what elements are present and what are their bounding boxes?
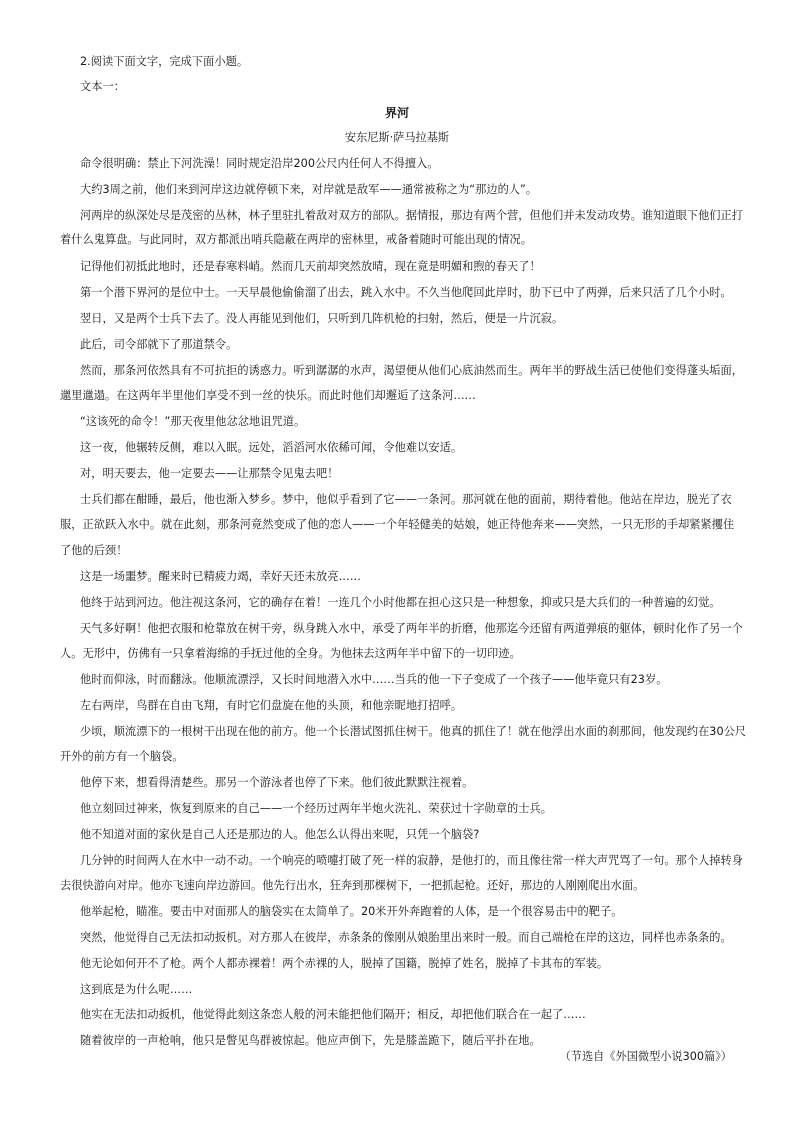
paragraph-line: “这该死的命令！”那天夜里他忿忿地诅咒道。 — [80, 415, 306, 428]
paragraph-line: 服，正欲跃入水中。就在此刻，那条河竟然变成了他的恋人——一个年轻健美的姑娘，她正待他奔来——突然，一只无形的手却紧紧攫住 — [60, 518, 735, 531]
paragraph-line: 这到底是为什么呢…… — [80, 983, 193, 996]
paragraph-line: 翌日，又是两个士兵下去了。没人再能见到他们，只听到几阵机枪的扫射，然后，便是一片沉寂。 — [80, 312, 564, 325]
paragraph-line: 河两岸的纵深处尽是茂密的丛林，林子里驻扎着敌对双方的部队。据情报，那边有两个营，但他们并未发动攻势。谁知道眼下他们正打 — [80, 209, 744, 222]
paragraph-line: 去很快游向对岸。他亦飞速向岸边游回。他先行出水，狂奔到那棵树下，一把抓起枪。还好，那边的人刚刚爬出水面。 — [60, 879, 645, 892]
paragraph-line: 这一夜，他辗转反侧，难以入眠。远处，滔滔河水依稀可闻，令他难以安适。 — [80, 441, 463, 454]
paragraph-line: 着什么鬼算盘。与此同时，双方都派出哨兵隐蔽在两岸的密林里，戒备着随时可能出现的情况。 — [60, 233, 532, 246]
paragraph-line: 天气多好啊！他把衣服和枪靠放在树干旁，纵身跳入水中，承受了两年半的折磨，他那迄今还留有两道弹痕的躯体，顿时化作了另一个 — [80, 622, 744, 635]
paragraph-line: 此后，司令部就下了那道禁令。 — [80, 338, 238, 351]
paragraph-line: 他无论如何开不了枪。两个人都赤裸着！两个赤裸的人，脱掉了国籍，脱掉了姓名，脱掉了卡其布的军装。 — [80, 957, 609, 970]
paragraph-line: 他不知道对面的家伙是自己人还是那边的人。他怎么认得出来呢，只凭一个脑袋? — [80, 828, 480, 841]
paragraph-line: 然而，那条河依然具有不可抗拒的诱惑力。听到潺潺的水声，渴望便从他们心底油然而生。两年半的野战生活已使他们变得蓬头垢面， — [80, 364, 744, 377]
paragraph-line: 他停下来，想看得清楚些。那另一个游泳者也停了下来。他们彼此默默注视着。 — [80, 776, 474, 789]
paragraph-line: 对，明天要去，他一定要去——让那禁令见鬼去吧！ — [80, 467, 339, 480]
paragraph-line: 这是一场噩梦。醒来时已精疲力竭，幸好天还未放亮…… — [80, 570, 361, 583]
paragraph-line: 邋里邋遢。在这两年半里他们享受不到一丝的快乐。而此时他们却邂逅了这条河…… — [60, 389, 476, 402]
paragraph-line: 几分钟的时间两人在水中一动不动。一个响亮的喷嚏打破了死一样的寂静，是他打的，而且像往常一样大声咒骂了一句。那个人掉转身 — [80, 854, 744, 867]
text-label: 文本一： — [80, 80, 125, 93]
paragraph-line: 他立刻回过神来，恢复到原来的自己——一个经历过两年半炮火洗礼、荣获过十字勋章的士兵。 — [80, 802, 552, 815]
paragraph-line: 第一个潜下界河的是位中士。一天早晨他偷偷溜了出去，跳入水中。不久当他爬回此岸时，肋下已中了两弹，后来只活了几个小时。 — [80, 286, 732, 299]
paragraph-line: 大约3周之前，他们来到河岸这边就停顿下来，对岸就是敌军——通常被称之为“那边的人”。 — [80, 183, 538, 196]
paragraph-line: 了他的后颈！ — [60, 544, 128, 557]
paragraph-line: 随着彼岸的一声枪响，他只是瞥见鸟群被惊起。他应声倒下，先是膝盖跪下，随后平扑在地。 — [80, 1034, 541, 1047]
paragraph-line: 人。无形中，仿佛有一只拿着海绵的手抚过他的全身。为他抹去这两年半中留下的一切印迹。 — [60, 647, 521, 660]
source-note: （节选自《外国微型小说300篇》） — [559, 1050, 732, 1063]
paragraph-line: 命令很明确：禁止下河洗澡！同时规定沿岸200公尺内任何人不得擅入。 — [80, 157, 439, 170]
story-title: 界河 — [384, 106, 409, 120]
question-intro: 2.阅读下面文字，完成下面小题。 — [80, 55, 249, 68]
paragraph-line: 他举起枪，瞄准。要击中对面那人的脑袋实在太简单了。20米开外奔跑着的人体，是一个很容易击中的靶子。 — [80, 905, 623, 918]
paragraph-line: 左右两岸，鸟群在自由飞翔，有时它们盘旋在他的头顶，和他亲昵地打招呼。 — [80, 699, 463, 712]
paragraph-line: 突然，他觉得自己无法扣动扳机。对方那人在彼岸，赤条条的像刚从娘胎里出来时一般。而自己端枪在岸的这边，同样也赤条条的。 — [80, 931, 732, 944]
story-author: 安东尼斯·萨马拉基斯 — [344, 131, 450, 144]
paragraph-line: 开外的前方有一个脑袋。 — [60, 750, 184, 763]
paragraph-line: 记得他们初抵此地时，还是春寒料峭。然而几天前却突然放晴，现在竟是明媚和煦的春天了！ — [80, 260, 541, 273]
paragraph-line: 他实在无法扣动扳机，他觉得此刻这条恋人般的河未能把他们隔开；相反，却把他们联合在一起了…… — [80, 1008, 586, 1021]
paragraph-line: 士兵们都在酣睡，最后，他也渐入梦乡。梦中，他似乎看到了它——一条河。那河就在他的面前，期待着他。他站在岸边，脱光了衣 — [80, 493, 732, 506]
paragraph-line: 他终于站到河边。他注视这条河，它的确存在着！一连几个小时他都在担心这只是一种想象，抑或只是大兵们的一种普遍的幻觉。 — [80, 596, 721, 609]
paragraph-line: 他时而仰泳，时而翻泳。他顺流漂浮，又长时间地潜入水中……当兵的他一下子变成了一个孩子——他毕竟只有23岁。 — [80, 673, 668, 686]
paragraph-line: 少顷，顺流漂下的一根树干出现在他的前方。他一个长潜试图抓住树干。他真的抓住了！就在他浮出水面的刹那间，他发现约在30公尺 — [80, 725, 747, 738]
